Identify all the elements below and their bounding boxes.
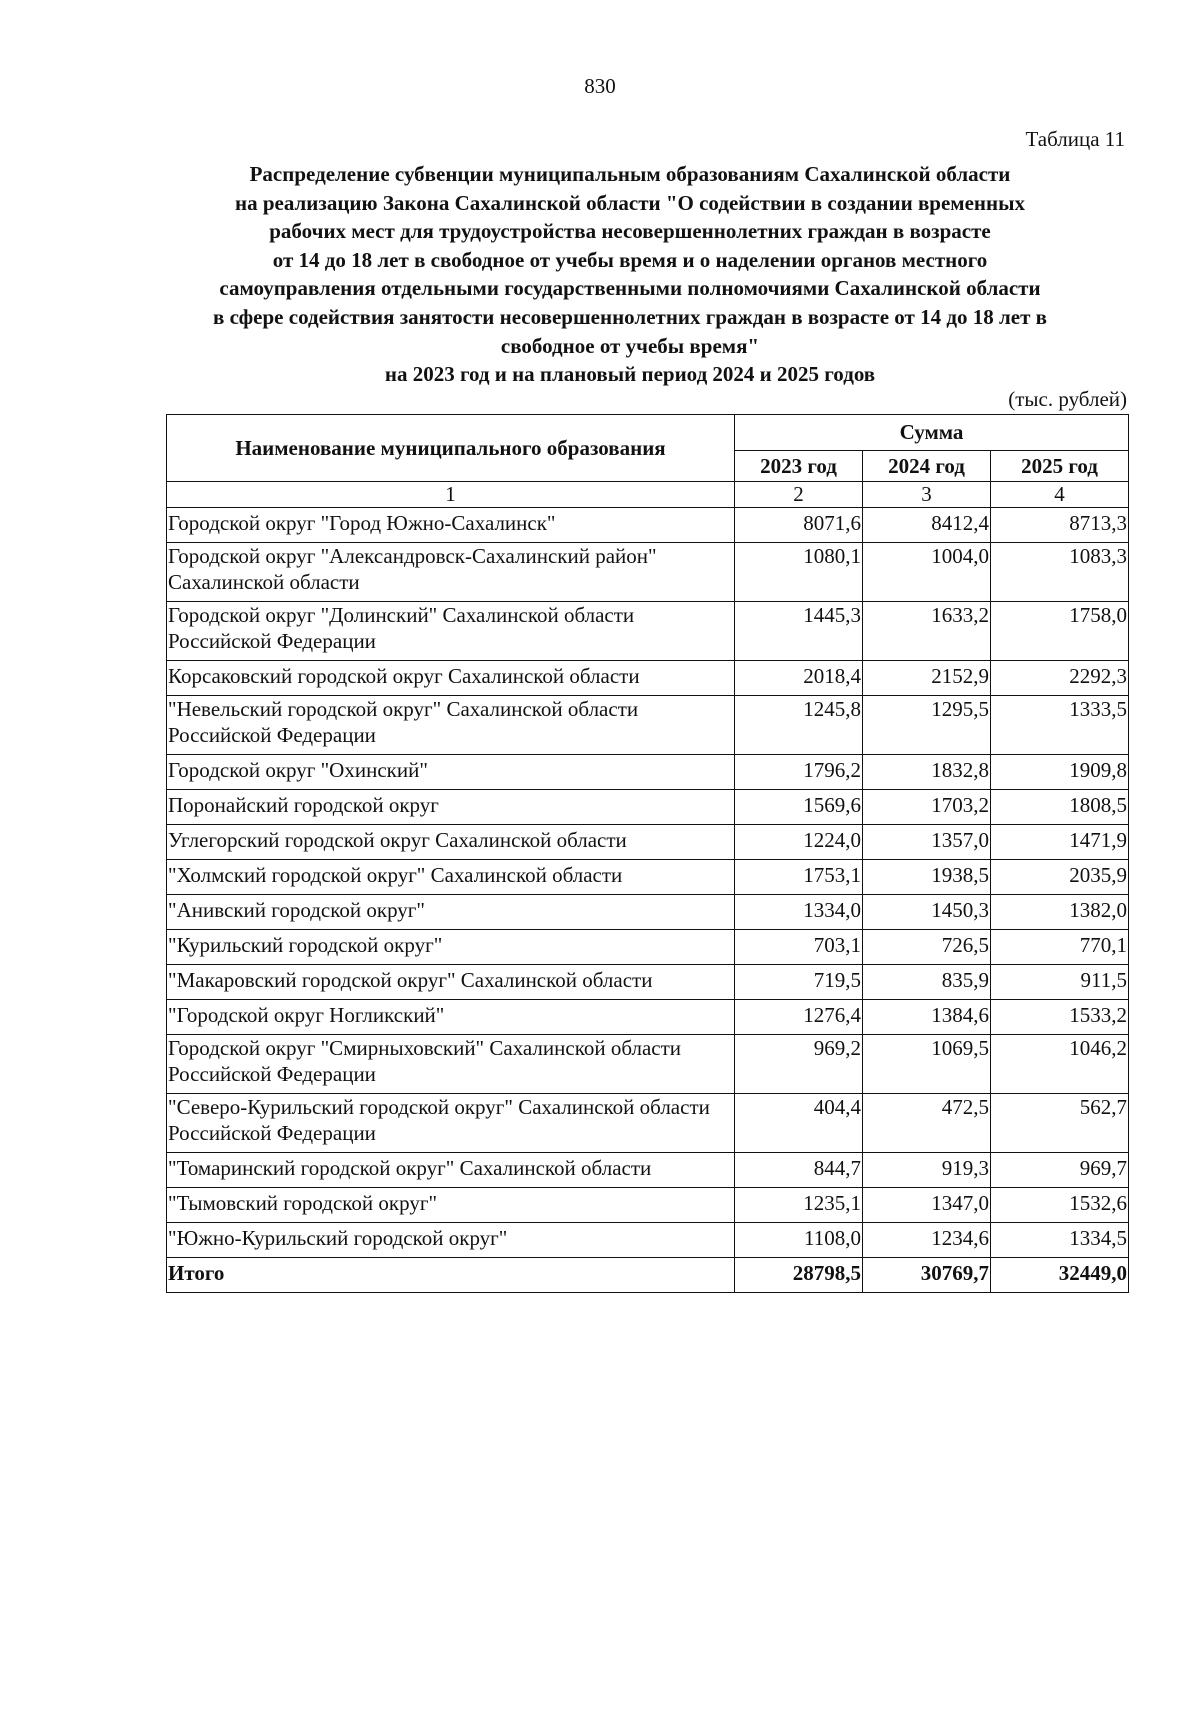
value-2023: 1245,8 [735, 696, 863, 755]
value-2024: 919,3 [863, 1153, 991, 1188]
title-line: на реализацию Закона Сахалинской области "О содействии в создании временных [234, 190, 1026, 215]
municipality-name: Корсаковский городской округ Сахалинской области [167, 661, 735, 696]
value-2024: 1384,6 [863, 1000, 991, 1035]
value-2024: 1069,5 [863, 1035, 991, 1094]
value-2024: 1004,0 [863, 543, 991, 602]
value-2024: 472,5 [863, 1094, 991, 1153]
value-2024: 1703,2 [863, 790, 991, 825]
value-2024: 2152,9 [863, 661, 991, 696]
table-row [167, 1153, 1129, 1188]
value-2023: 1108,0 [735, 1223, 863, 1258]
municipality-name: Городской округ "Город Южно-Сахалинск" [167, 508, 735, 543]
value-2025: 770,1 [991, 930, 1129, 965]
table-row [167, 508, 1129, 543]
title-line: самоуправления отдельными государственными полномочиями Сахалинской области [219, 276, 1041, 301]
total-2023: 28798,5 [735, 1258, 863, 1293]
value-2025: 1471,9 [991, 825, 1129, 860]
municipality-name: Городской округ "Смирныховский" Сахалинской области Российской Федерации [167, 1035, 735, 1094]
table-row [167, 1223, 1129, 1258]
value-2024: 1357,0 [863, 825, 991, 860]
value-2025: 562,7 [991, 1094, 1129, 1153]
value-2023: 1334,0 [735, 895, 863, 930]
municipality-name: "Курильский городской округ" [167, 930, 735, 965]
municipality-name: "Макаровский городской округ" Сахалинской области [167, 965, 735, 1000]
table-row [167, 1188, 1129, 1223]
municipality-name: "Южно-Курильский городской округ" [167, 1223, 735, 1258]
table-row [167, 1094, 1129, 1153]
value-2023: 1080,1 [735, 543, 863, 602]
value-2024: 1347,0 [863, 1188, 991, 1223]
header-name: Наименование муниципального образования [167, 415, 735, 482]
value-2023: 1276,4 [735, 1000, 863, 1035]
value-2023: 8071,6 [735, 508, 863, 543]
total-row [167, 1258, 1129, 1293]
value-2025: 1532,6 [991, 1188, 1129, 1223]
total-2025: 32449,0 [991, 1258, 1129, 1293]
value-2025: 1382,0 [991, 895, 1129, 930]
municipality-name: "Северо-Курильский городской округ" Сахалинской области Российской Федерации [167, 1094, 735, 1153]
header-sum: Сумма [735, 415, 1129, 451]
title-line: рабочих мест для трудоустройства несовершеннолетних граждан в возрасте [269, 219, 991, 244]
title-line: Распределение субвенции муниципальным образованиям Сахалинской области [249, 162, 1011, 186]
value-2023: 1569,6 [735, 790, 863, 825]
value-2025: 1334,5 [991, 1223, 1129, 1258]
municipality-name: Углегорский городской округ Сахалинской области [167, 825, 735, 860]
column-number: 2 [735, 482, 863, 508]
value-2023: 1445,3 [735, 602, 863, 661]
value-2024: 1295,5 [863, 696, 991, 755]
table-row [167, 661, 1129, 696]
column-number: 1 [167, 482, 735, 508]
value-2023: 844,7 [735, 1153, 863, 1188]
value-2023: 2018,4 [735, 661, 863, 696]
value-2023: 404,4 [735, 1094, 863, 1153]
table-row [167, 755, 1129, 790]
document-title [150, 160, 1110, 389]
value-2024: 1832,8 [863, 755, 991, 790]
table-row [167, 930, 1129, 965]
value-2024: 726,5 [863, 930, 991, 965]
title-line: на 2023 год и на плановый период 2024 и 2025 годов [384, 362, 876, 387]
value-2025: 1758,0 [991, 602, 1129, 661]
value-2024: 1633,2 [863, 602, 991, 661]
value-2025: 1533,2 [991, 1000, 1129, 1035]
header-year-2024: 2024 год [863, 450, 991, 481]
header-year-2023: 2023 год [735, 450, 863, 481]
value-2025: 1083,3 [991, 543, 1129, 602]
value-2025: 1808,5 [991, 790, 1129, 825]
total-label: Итого [167, 1258, 735, 1293]
municipality-name: "Тымовский городской округ" [167, 1188, 735, 1223]
municipality-name: "Холмский городской округ" Сахалинской области [167, 860, 735, 895]
value-2023: 1796,2 [735, 755, 863, 790]
value-2025: 1046,2 [991, 1035, 1129, 1094]
header-year-2025: 2025 год [991, 450, 1129, 481]
value-2023: 969,2 [735, 1035, 863, 1094]
table-row [167, 602, 1129, 661]
value-2024: 1234,6 [863, 1223, 991, 1258]
table-row [167, 543, 1129, 602]
title-line: от 14 до 18 лет в свободное от учебы время и о наделении органов местного [272, 247, 988, 272]
value-2025: 1333,5 [991, 696, 1129, 755]
table-row [167, 790, 1129, 825]
subvention-table [166, 414, 1129, 1293]
value-2024: 8412,4 [863, 508, 991, 543]
value-2023: 1235,1 [735, 1188, 863, 1223]
column-number-row [167, 482, 1129, 508]
table-row [167, 895, 1129, 930]
municipality-name: Городской округ "Александровск-Сахалинский район" Сахалинской области [167, 543, 735, 602]
municipality-name: "Анивский городской округ" [167, 895, 735, 930]
value-2024: 835,9 [863, 965, 991, 1000]
value-2023: 719,5 [735, 965, 863, 1000]
municipality-name: Городской округ "Долинский" Сахалинской области Российской Федерации [167, 602, 735, 661]
value-2023: 1753,1 [735, 860, 863, 895]
value-2023: 1224,0 [735, 825, 863, 860]
value-2025: 2035,9 [991, 860, 1129, 895]
value-2025: 2292,3 [991, 661, 1129, 696]
page-number: 830 [584, 74, 616, 98]
value-2024: 1450,3 [863, 895, 991, 930]
municipality-name: Городской округ "Охинский" [167, 755, 735, 790]
value-2025: 911,5 [991, 965, 1129, 1000]
municipality-name: "Городской округ Ногликский" [167, 1000, 735, 1035]
table-row [167, 1000, 1129, 1035]
municipality-name: "Томаринский городской округ" Сахалинской области [167, 1153, 735, 1188]
column-number: 3 [863, 482, 991, 508]
table-row [167, 825, 1129, 860]
value-2025: 969,7 [991, 1153, 1129, 1188]
title-line: свободное от учебы время" [500, 333, 760, 358]
title-line: в сфере содействия занятости несовершеннолетних граждан в возрасте от 14 до 18 лет в [213, 304, 1047, 329]
value-2025: 1909,8 [991, 755, 1129, 790]
table-label: Таблица 11 [1025, 127, 1125, 151]
municipality-name: "Невельский городской округ" Сахалинской области Российской Федерации [167, 696, 735, 755]
table-row [167, 1035, 1129, 1094]
table-row [167, 860, 1129, 895]
total-2024: 30769,7 [863, 1258, 991, 1293]
table-row [167, 965, 1129, 1000]
value-2025: 8713,3 [991, 508, 1129, 543]
column-number: 4 [991, 482, 1129, 508]
municipality-name: Поронайский городской округ [167, 790, 735, 825]
value-2024: 1938,5 [863, 860, 991, 895]
value-2023: 703,1 [735, 930, 863, 965]
table-row [167, 696, 1129, 755]
units-label: (тыс. рублей) [1008, 387, 1127, 411]
